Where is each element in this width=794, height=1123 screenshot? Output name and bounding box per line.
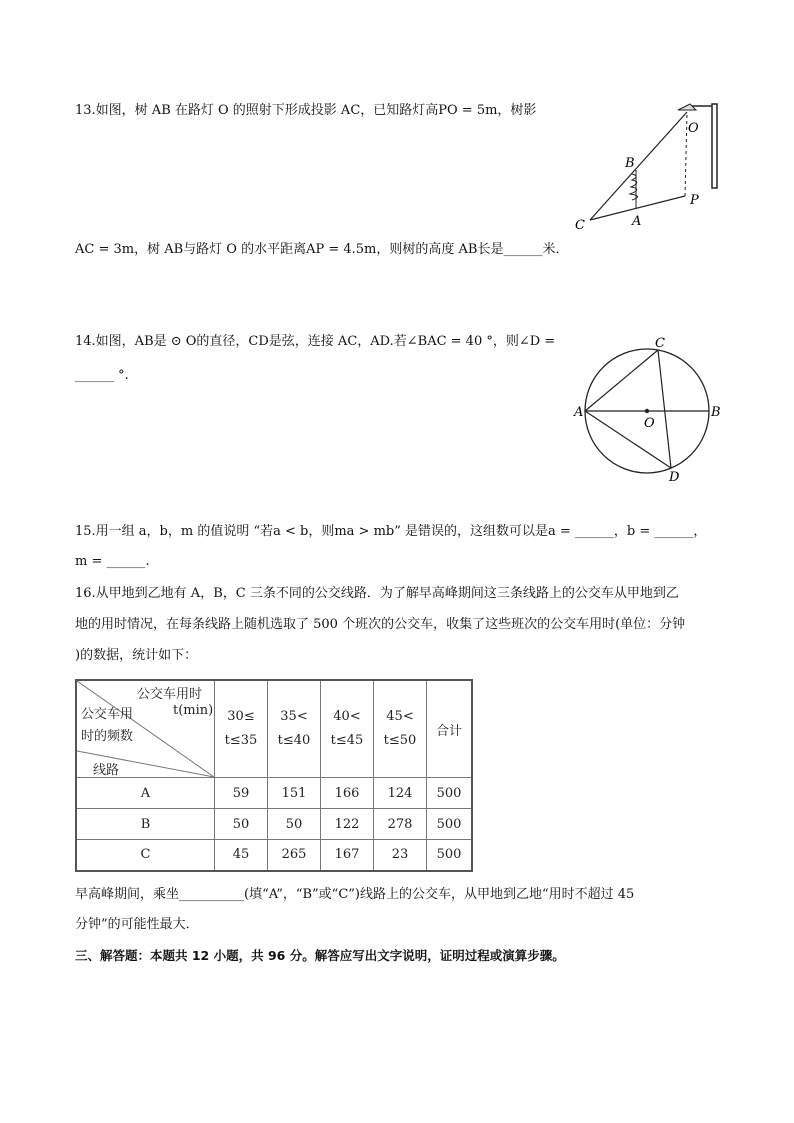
total-header: 合计	[427, 680, 473, 778]
label-d: D	[669, 470, 680, 485]
q13-line-2: AC = 3m，树 AB与路灯 O 的水平距离AP = 4.5m，则树的高度 AB长是______米．	[75, 242, 569, 257]
center-point	[645, 409, 649, 413]
lamp-post	[712, 104, 717, 188]
lamp-head	[678, 104, 696, 110]
header-time-label: 公交车用时	[137, 687, 203, 702]
table-cell: 500	[427, 840, 473, 871]
chord-ad	[585, 411, 671, 468]
table-cell: 166	[321, 778, 374, 809]
label-a: A	[632, 214, 642, 229]
table-cell: 167	[321, 840, 374, 871]
q15-line-2: m = ______.	[75, 554, 150, 569]
lamp-height-line	[685, 114, 687, 196]
table-cell: 50	[215, 809, 268, 840]
header-freq-label-1: 公交车用	[81, 707, 134, 722]
table-cell: 59	[215, 778, 268, 809]
label-o: O	[644, 416, 655, 431]
q16-line-5: 分钟”的可能性最大．	[75, 917, 199, 932]
table-cell: 500	[427, 809, 473, 840]
table-cell: 23	[374, 840, 427, 871]
label-c: C	[655, 336, 665, 351]
q16-line-4: 早高峰期间，乘坐__________(填“A”，“B”或“C”)线路上的公交车，从甲地到乙地“用时不超过 45	[75, 887, 635, 902]
chord-cd	[658, 350, 671, 468]
table-cell: 151	[268, 778, 321, 809]
route-cell: A	[76, 778, 215, 809]
diagonal-header-cell	[76, 680, 215, 778]
chord-ac	[585, 350, 658, 411]
q14-line-1: 14.如图，AB是 ⊙ O的直径，CD是弦，连接 AC，AD.若∠BAC = 40 °，则∠D =	[75, 334, 556, 349]
label-o: O	[688, 121, 699, 136]
header-unit-label: t(min)	[173, 703, 214, 718]
table-cell: 45	[215, 840, 268, 871]
table-row	[76, 778, 472, 809]
range-header-1: 35< t≤40	[268, 680, 321, 778]
table-row	[76, 809, 472, 840]
q14-line-2: ______ °.	[75, 368, 129, 383]
range-header-2: 40< t≤45	[321, 680, 374, 778]
frequency-table	[75, 679, 473, 872]
table-cell: 265	[268, 840, 321, 871]
section-3-heading: 三、解答题：本题共 12 小题，共 96 分。解答应写出文字说明，证明过程或演算步骤。	[75, 948, 565, 963]
circle-figure	[570, 333, 730, 489]
q13-line-1: 13.如图，树 AB 在路灯 O 的照射下形成投影 AC，已知路灯高PO = 5m，树影	[75, 103, 537, 118]
label-b: B	[625, 156, 635, 171]
q16-line-1: 16.从甲地到乙地有 A，B，C 三条不同的公交线路．为了解早高峰期间这三条线路上的公交车从甲地到乙	[75, 586, 679, 601]
q16-line-3: )的数据，统计如下：	[75, 648, 198, 663]
label-p: P	[690, 193, 699, 208]
header-freq-label-2: 时的频数	[81, 729, 134, 744]
lamp-tree-figure	[566, 100, 726, 240]
table-row	[76, 840, 472, 871]
range-header-0: 30≤ t≤35	[215, 680, 268, 778]
q15-line-1: 15.用一组 a，b，m 的值说明 “若a < b，则ma > mb” 是错误的，这组数可以是a = ______，b = ______，	[75, 524, 707, 539]
q16-line-2: 地的用时情况，在每条线路上随机选取了 500 个班次的公交车，收集了这些班次的公交车用时(单位：分钟	[75, 617, 686, 632]
table-cell: 122	[321, 809, 374, 840]
route-cell: C	[76, 840, 215, 871]
light-ray	[590, 112, 687, 220]
label-c: C	[575, 218, 585, 233]
label-b: B	[711, 405, 721, 420]
table-cell: 50	[268, 809, 321, 840]
header-route-label: 线路	[93, 763, 120, 778]
range-header-3: 45< t≤50	[374, 680, 427, 778]
route-cell: B	[76, 809, 215, 840]
table-cell: 278	[374, 809, 427, 840]
table-cell: 500	[427, 778, 473, 809]
label-a: A	[574, 405, 584, 420]
table-cell: 124	[374, 778, 427, 809]
